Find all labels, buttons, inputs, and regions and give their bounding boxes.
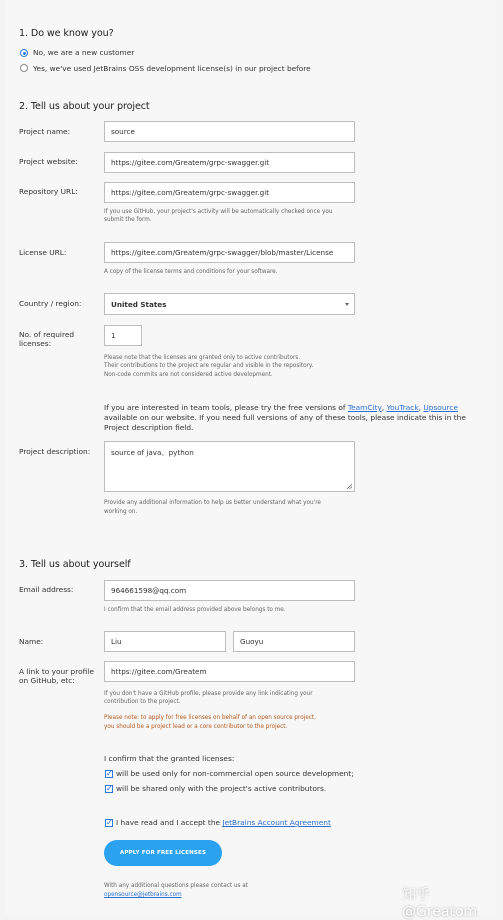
email-value: 964661598@qq.com (111, 586, 187, 595)
license-url-value: https://gitee.com/Greatem/grpc-swagger/blob/master/License (111, 248, 334, 257)
profile-warning-2: you should be a project lead or a core contributor to the project. (104, 724, 288, 730)
chevron-down-icon (345, 303, 349, 306)
check-icon: ✓ (106, 784, 113, 793)
profile-link-value: https://gitee.com/Greatem (111, 667, 207, 676)
shared-checkbox[interactable] (105, 785, 113, 793)
check-icon: ✓ (106, 818, 113, 827)
confirm-title: I confirm that the granted licenses: (104, 754, 235, 763)
radio-selected-icon (20, 49, 28, 57)
licenses-count-value: 1 (111, 331, 116, 340)
country-value: United States (111, 299, 167, 309)
project-description-label: Project description: (19, 447, 91, 456)
last-name-input[interactable] (233, 631, 355, 652)
email-input[interactable] (104, 580, 355, 601)
radio-existing-customer[interactable] (20, 64, 28, 72)
profile-link-input[interactable] (104, 661, 355, 682)
team-tools-intro: If you are interested in team tools, please try the free versions of (104, 403, 346, 412)
project-name-label: Project name: (19, 127, 71, 136)
license-url-input[interactable] (104, 242, 355, 263)
noncommercial-label[interactable]: will be used only for non-commercial open source development; (116, 769, 354, 778)
license-url-label: License URL: (19, 248, 67, 257)
name-label: Name: (19, 637, 44, 646)
agreement-text: I have read and I accept the (116, 818, 221, 827)
license-url-hint: A copy of the license terms and conditions for your software. (104, 269, 278, 275)
project-description-hint-2: working on. (104, 509, 138, 515)
section-2-title: 2. Tell us about your project (19, 101, 150, 112)
first-name-input[interactable] (104, 631, 226, 652)
project-description-textarea[interactable] (104, 441, 355, 492)
project-website-input[interactable] (104, 152, 355, 173)
licenses-hint-2: Their contributions to the project are regular and visible in the repository. (104, 363, 314, 369)
account-agreement-link[interactable]: JetBrains Account Agreement (222, 818, 331, 827)
repository-url-input[interactable] (104, 182, 355, 203)
agreement-checkbox[interactable] (105, 819, 113, 827)
project-website-label: Project website: (19, 157, 78, 166)
first-name-value: Liu (111, 637, 122, 646)
repository-url-value: https://gitee.com/Greatem/grpc-swagger.git (111, 188, 270, 197)
last-name-value: Guoyu (240, 637, 264, 646)
profile-link-label-2: on GitHub, etc: (19, 676, 75, 685)
licenses-count-label-1: No. of required (19, 330, 75, 339)
profile-warning-1: Please note: to apply for free licenses on behalf of an open source project, (104, 715, 316, 721)
project-name-value: source (111, 127, 135, 136)
resize-handle-icon[interactable] (346, 483, 352, 489)
apply-for-free-licenses-button[interactable]: APPLY FOR FREE LICENSES (104, 840, 222, 866)
profile-hint-2: contribution to the project. (104, 699, 181, 705)
licenses-hint-3: Non-code commits are not considered active development. (104, 372, 273, 378)
radio-existing-customer-label[interactable]: Yes, we've used JetBrains OSS development license(s) in our project before (33, 64, 311, 73)
profile-link-label-1: A link to your profile (19, 667, 94, 676)
project-description-hint-1: Provide any additional information to help us better understand what you're (104, 500, 321, 506)
shared-label[interactable]: will be shared only with the project's active contributors. (116, 784, 327, 793)
email-label: Email address: (19, 585, 74, 594)
radio-unselected-icon (20, 64, 28, 72)
project-website-value: https://gitee.com/Greatem/grpc-swagger.git (111, 158, 270, 167)
team-tools-text-3: Project description field. (104, 423, 194, 432)
profile-hint-1: If you don't have a GitHub profile, please provide any link indicating your (104, 691, 313, 697)
licenses-count-label-2: licenses: (19, 339, 52, 348)
email-hint: I confirm that the email address provided above belongs to me. (104, 607, 286, 613)
team-tools-text-2: available on our website. If you need full versions of any of these tools, please indicate this in the (104, 413, 466, 422)
team-tools-text-1: If you are interested in team tools, please try the free versions of TeamCity, YouTrack, Upsource (104, 403, 459, 412)
repository-url-hint-2: submit the form. (104, 217, 152, 223)
license-application-form (5, 0, 496, 915)
agreement-label (116, 818, 331, 827)
check-icon: ✓ (106, 769, 113, 778)
noncommercial-checkbox[interactable] (105, 770, 113, 778)
radio-new-customer-label[interactable]: No, we are a new customer (33, 48, 135, 57)
watermark: 知乎 @Greatom (402, 887, 478, 920)
repository-url-hint-1: If you use GitHub, your project's activity will be automatically checked once you (104, 209, 333, 215)
country-select[interactable] (104, 293, 355, 315)
country-label: Country / region: (19, 299, 82, 308)
upsource-link[interactable]: Upsource (423, 403, 459, 412)
contact-email-link[interactable]: opensource@jetbrains.com (104, 892, 182, 898)
section-3-title: 3. Tell us about yourself (19, 559, 131, 570)
contact-text: With any additional questions please contact us at (104, 883, 249, 889)
teamcity-link[interactable]: TeamCity (347, 403, 382, 412)
radio-new-customer[interactable] (20, 49, 28, 57)
repository-url-label: Repository URL: (19, 187, 78, 196)
section-1-title: 1. Do we know you? (19, 28, 114, 39)
project-description-value: source of java、python (111, 448, 194, 457)
youtrack-link[interactable]: YouTrack (386, 403, 419, 412)
licenses-count-input[interactable] (104, 325, 142, 346)
licenses-hint-1: Please note that the licenses are granted only to active contributors. (104, 355, 301, 361)
project-name-input[interactable] (104, 121, 355, 142)
